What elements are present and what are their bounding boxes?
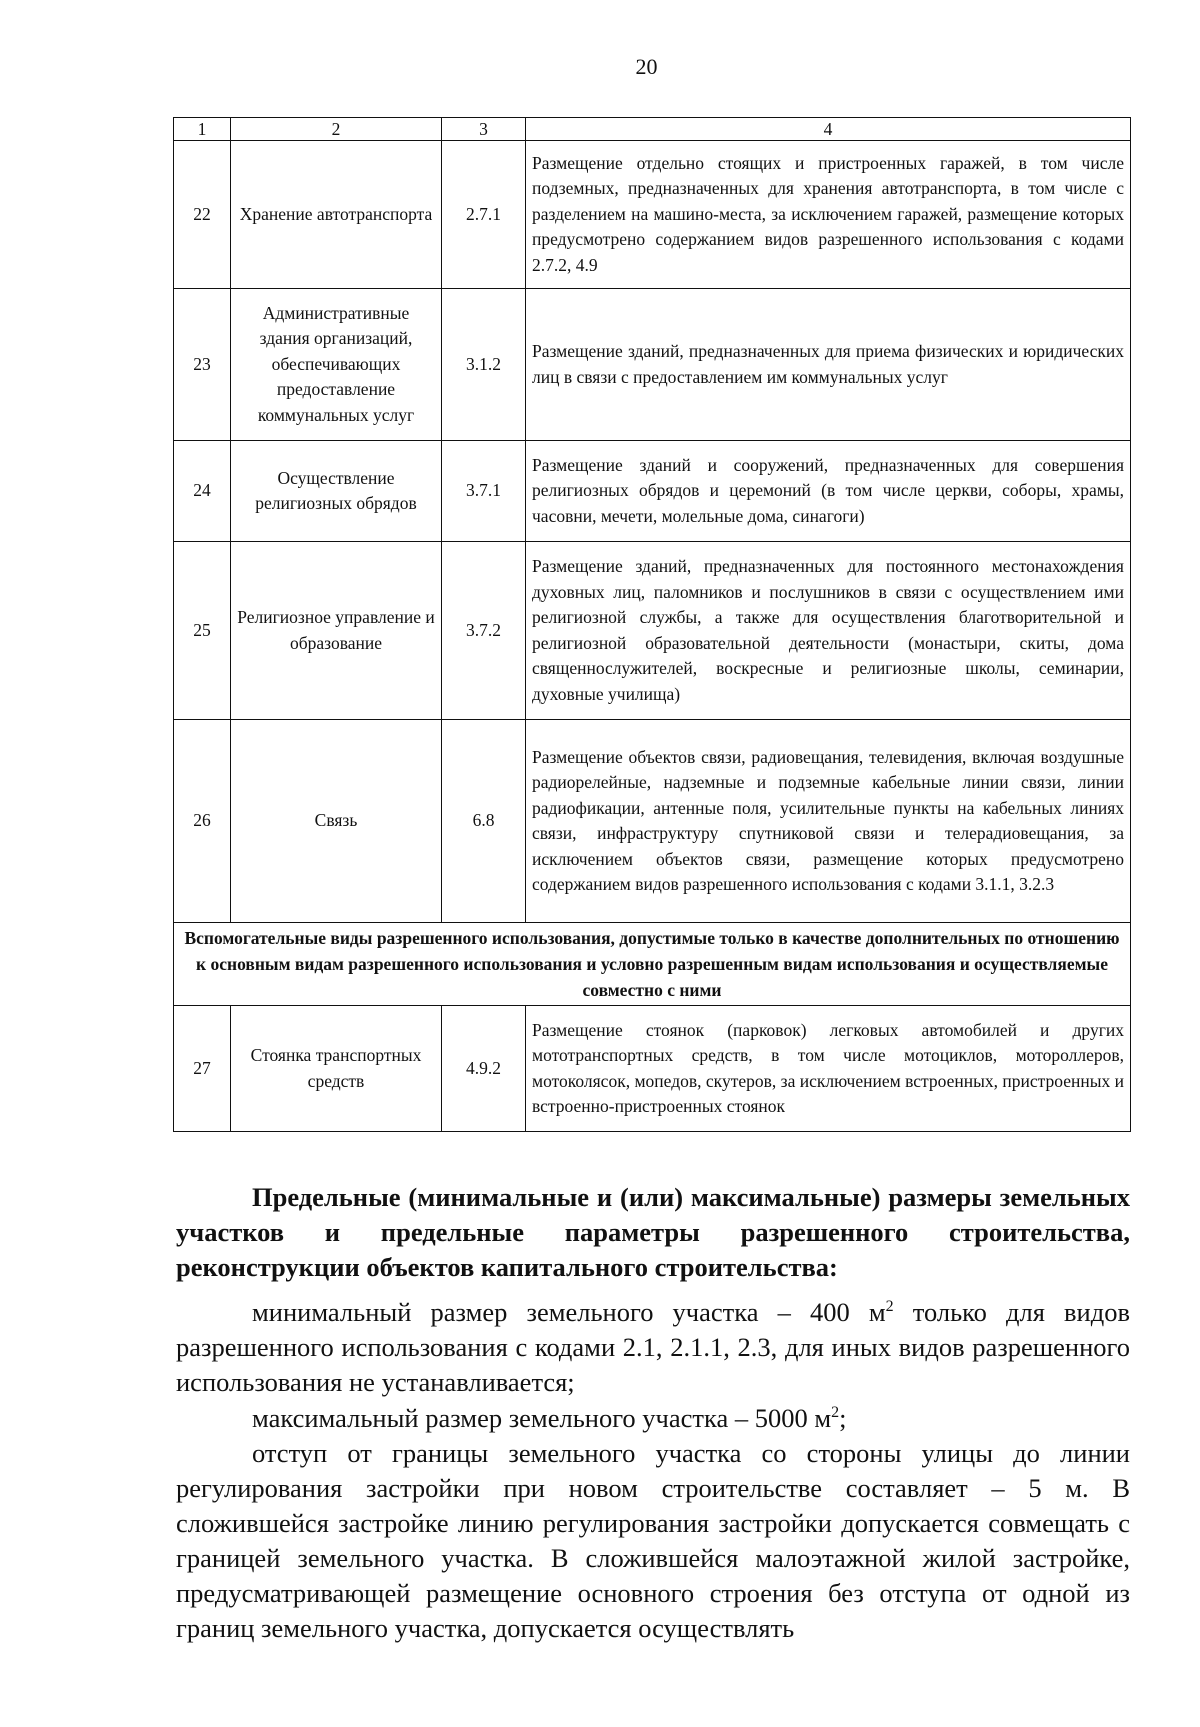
paragraph-text: максимальный размер земельного участка – 5000 м [252, 1403, 832, 1433]
use-type-description: Размещение объектов связи, радиовещания, телевидения, включая воздушные радиорелейные, надземные и подземные кабельные линии связи, линии радиофикации, антенные поля, усилительные пункты на кабельных линиях связи, инфраструктуру спутниковой связи и телерадиовещания, за исключением объектов связи, размещение которых предусмотрено содержанием видов разрешенного использования с кодами 3.1.1, 3.2.3 [526, 720, 1131, 923]
superscript: 2 [831, 1404, 840, 1422]
table-row [174, 441, 1131, 542]
table-row [174, 289, 1131, 441]
land-use-table [173, 117, 1131, 1132]
use-type-name: Связь [231, 720, 442, 923]
paragraph-text: ; [839, 1403, 847, 1433]
row-number: 27 [174, 1006, 231, 1132]
use-type-description: Размещение зданий и сооружений, предназначенных для совершения религиозных обрядов и церемоний (в том числе церкви, соборы, храмы, часовни, мечети, молельные дома, синагоги) [526, 441, 1131, 542]
row-number: 23 [174, 289, 231, 441]
page-number: 20 [635, 54, 658, 79]
use-type-description: Размещение отдельно стоящих и пристроенных гаражей, в том числе подземных, предназначенных для хранения автотранспорта, в том числе с разделением на машино-места, за исключением гаражей, размещение которых предусмотрено содержанием видов разрешенного использования с кодами 2.7.2, 4.9 [526, 141, 1131, 289]
section-row [174, 923, 1131, 1006]
use-type-name: Стоянка транспортных средств [231, 1006, 442, 1132]
superscript: 2 [885, 1298, 894, 1316]
use-type-description: Размещение стоянок (парковок) легковых автомобилей и других мототранспортных средств, в том числе мотоциклов, мотороллеров, мотоколясок, мопедов, скутеров, за исключением встроенных, пристроенных и встроенно-пристроенных стоянок [526, 1006, 1131, 1132]
column-header: 2 [231, 118, 442, 141]
use-type-name: Хранение автотранспорта [231, 141, 442, 289]
row-number: 22 [174, 141, 231, 289]
row-number: 25 [174, 542, 231, 720]
table-row [174, 141, 1131, 289]
paragraph-text: только для видов разрешенного использования с кодами 2.1, 2.1.1, 2.3, для иных видов разрешенного использования не устанавливается; [176, 1297, 1130, 1397]
paragraph-text: минимальный размер земельного участка – 400 м [252, 1297, 886, 1327]
use-type-code: 4.9.2 [442, 1006, 526, 1132]
use-type-code: 3.1.2 [442, 289, 526, 441]
table-row [174, 720, 1131, 923]
paragraph-min-size [176, 1295, 1130, 1400]
table-header-row [174, 118, 1131, 141]
paragraph-setback: отступ от границы земельного участка со стороны улицы до линии регулирования застройки при новом строительстве составляет – 5 м. В сложившейся застройке линию регулирования застройки допускается совмещать с границей земельного участка. В сложившейся малоэтажной жилой застройке, предусматривающей размещение основного строения без отступа от одной из границ земельного участка, допускается осуществлять [176, 1438, 1130, 1643]
use-type-description: Размещение зданий, предназначенных для постоянного местонахождения духовных лиц, паломников и послушников в связи с осуществлением ими религиозной службы, а также для осуществления благотворительной и религиозной образовательной деятельности (монастыри, скиты, дома священнослужителей, воскресные и религиозные школы, семинарии, духовные училища) [526, 542, 1131, 720]
row-number: 24 [174, 441, 231, 542]
column-header: 4 [526, 118, 1131, 141]
row-number: 26 [174, 720, 231, 923]
section-heading: Предельные (минимальные и (или) максимальные) размеры земельных участков и предельные параметры разрешенного строительства, реконструкции объектов капитального строительства: [176, 1182, 1130, 1282]
use-type-code: 3.7.1 [442, 441, 526, 542]
column-header: 1 [174, 118, 231, 141]
table-row [174, 1006, 1131, 1132]
use-type-name: Религиозное управление и образование [231, 542, 442, 720]
paragraph-max-size [176, 1401, 1130, 1436]
use-type-code: 6.8 [442, 720, 526, 923]
use-type-name: Административные здания организаций, обеспечивающих предоставление коммунальных услуг [231, 289, 442, 441]
use-type-code: 3.7.2 [442, 542, 526, 720]
use-type-code: 2.7.1 [442, 141, 526, 289]
use-type-description: Размещение зданий, предназначенных для приема физических и юридических лиц в связи с предоставлением им коммунальных услуг [526, 289, 1131, 441]
column-header: 3 [442, 118, 526, 141]
section-title: Вспомогательные виды разрешенного использования, допустимые только в качестве дополнительных по отношению к основным видам разрешенного использования и условно разрешенным видам использования и осуществляемые совместно с ними [174, 923, 1131, 1006]
use-type-name: Осуществление религиозных обрядов [231, 441, 442, 542]
table-row [174, 542, 1131, 720]
